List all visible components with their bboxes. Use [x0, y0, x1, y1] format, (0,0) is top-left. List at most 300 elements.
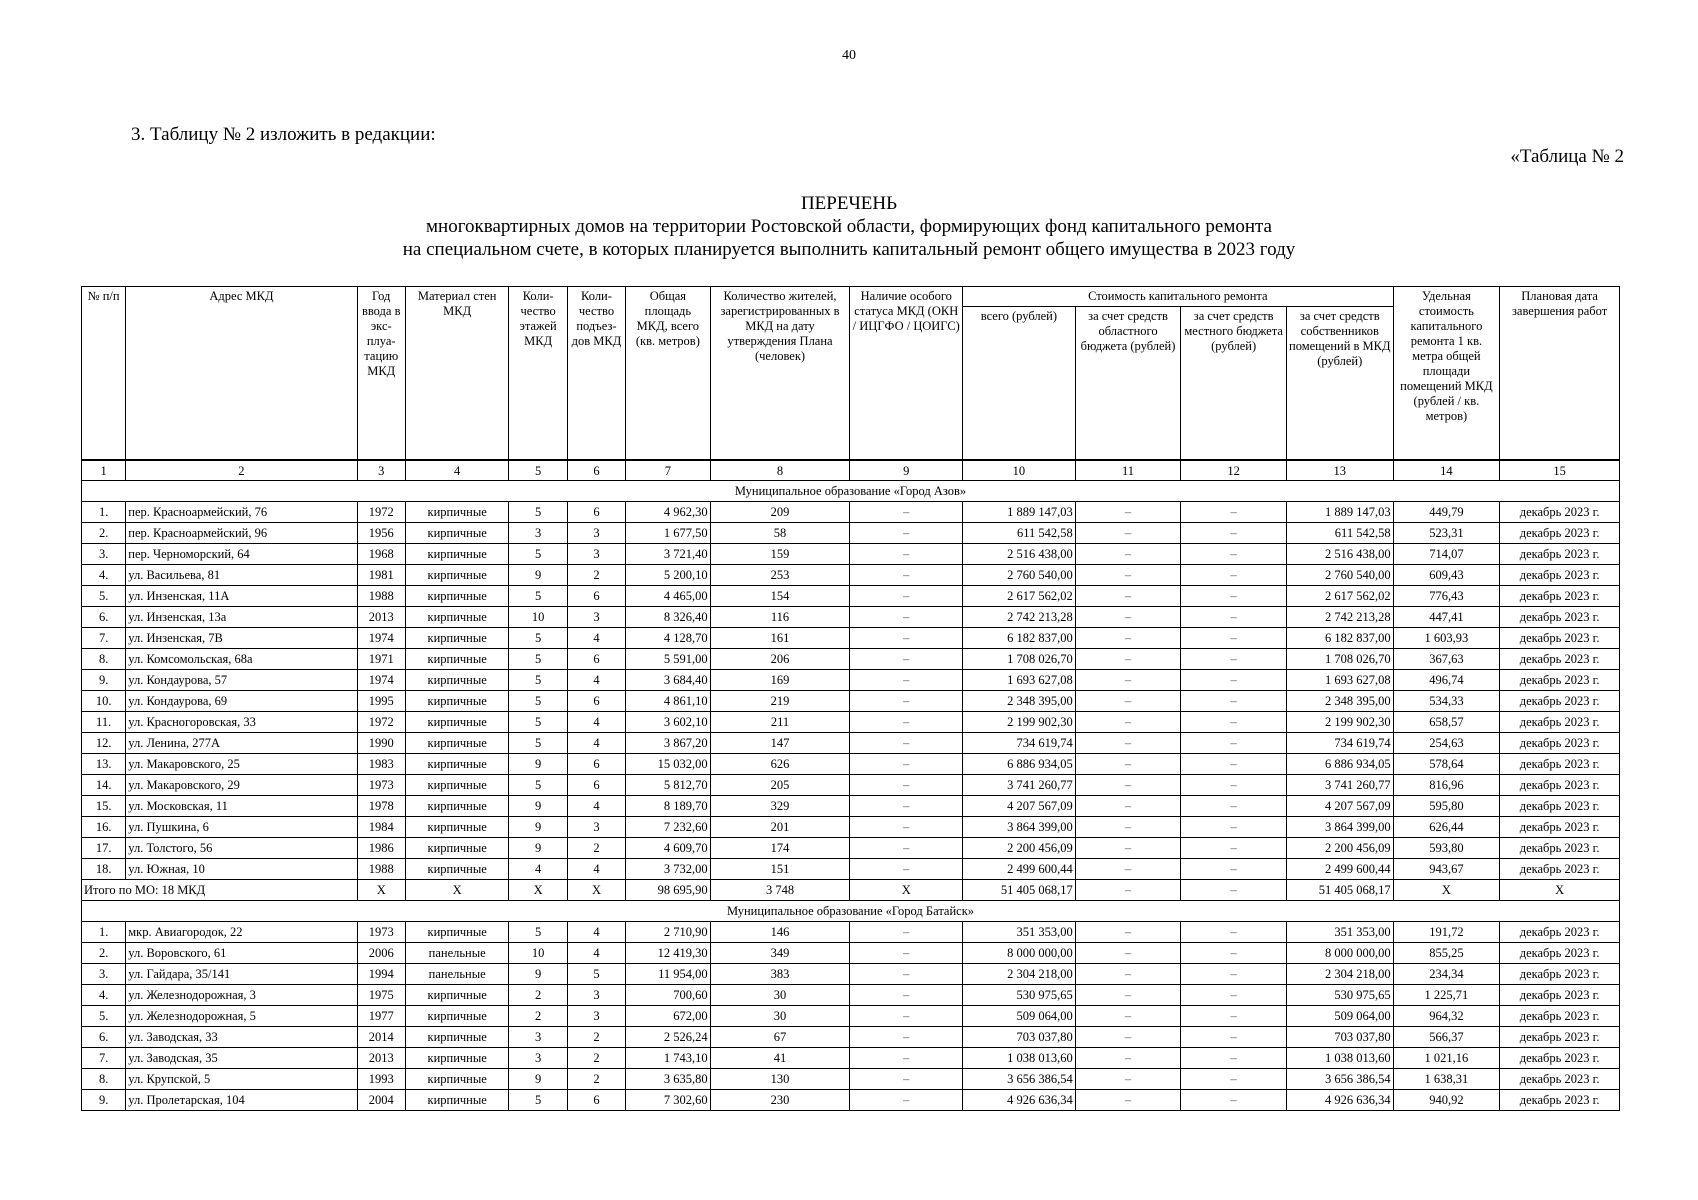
table-cell: ул. Железнодорожная, 5: [126, 1006, 357, 1027]
table-cell: ул. Воровского, 61: [126, 943, 357, 964]
table-cell: 1 693 627,08: [1286, 670, 1393, 691]
table-cell: –: [850, 859, 963, 880]
table-cell: 703 037,80: [1286, 1027, 1393, 1048]
table-cell: 1.: [82, 922, 126, 943]
table-cell: кирпичные: [405, 586, 509, 607]
table-cell: 3 741 260,77: [963, 775, 1076, 796]
table-cell: –: [1075, 964, 1181, 985]
table-cell: 2 348 395,00: [963, 691, 1076, 712]
table-cell: 10.: [82, 691, 126, 712]
table-cell: –: [1181, 838, 1287, 859]
table-cell: 1978: [357, 796, 405, 817]
table-cell: кирпичные: [405, 691, 509, 712]
table-cell: декабрь 2023 г.: [1500, 796, 1620, 817]
table-cell: декабрь 2023 г.: [1500, 544, 1620, 565]
total-cell: 98 695,90: [626, 880, 710, 901]
total-label: Итого по МО: 18 МКД: [82, 880, 358, 901]
table-cell: –: [1181, 628, 1287, 649]
table-cell: –: [850, 733, 963, 754]
document-title: [0, 192, 1698, 261]
table-cell: 523,31: [1393, 523, 1500, 544]
table-cell: декабрь 2023 г.: [1500, 1027, 1620, 1048]
total-cell: Х: [509, 880, 567, 901]
table-cell: 4 128,70: [626, 628, 710, 649]
table-cell: 5: [509, 733, 567, 754]
table-cell: –: [1075, 1090, 1181, 1111]
table-cell: 351 353,00: [1286, 922, 1393, 943]
table-cell: –: [1075, 796, 1181, 817]
table-cell: 9: [509, 964, 567, 985]
table-cell: 8 000 000,00: [1286, 943, 1393, 964]
header-unit-cost: Удельная стоимость капитального ремонта 1 кв. метра общей площади помещений МКД (рублей / кв. метров): [1393, 287, 1500, 461]
table-cell: декабрь 2023 г.: [1500, 628, 1620, 649]
table-cell: 67: [710, 1027, 850, 1048]
column-number: 6: [567, 460, 625, 481]
table-cell: –: [1075, 754, 1181, 775]
table-cell: ул. Макаровского, 29: [126, 775, 357, 796]
table-cell: –: [1181, 817, 1287, 838]
table-cell: 2 742 213,28: [1286, 607, 1393, 628]
table-cell: –: [850, 838, 963, 859]
table-cell: 15.: [82, 796, 126, 817]
table-cell: 5: [509, 670, 567, 691]
table-cell: ул. Инзенская, 7В: [126, 628, 357, 649]
table-cell: кирпичные: [405, 775, 509, 796]
table-cell: кирпичные: [405, 544, 509, 565]
table-cell: 7 302,60: [626, 1090, 710, 1111]
table-cell: декабрь 2023 г.: [1500, 817, 1620, 838]
table-cell: ул. Макаровского, 25: [126, 754, 357, 775]
table-cell: 6: [567, 691, 625, 712]
column-number: 9: [850, 460, 963, 481]
table-cell: 5: [509, 544, 567, 565]
table-cell: –: [850, 1027, 963, 1048]
table-cell: ул. Красногоровская, 33: [126, 712, 357, 733]
table-cell: 230: [710, 1090, 850, 1111]
table-cell: 5 591,00: [626, 649, 710, 670]
header-residents: Количество жителей, зарегистрированных в МКД на дату утверждения Плана (человек): [710, 287, 850, 461]
table-cell: ул. Железнодорожная, 3: [126, 985, 357, 1006]
table-cell: –: [1075, 1048, 1181, 1069]
table-cell: 5: [509, 649, 567, 670]
table-cell: 534,33: [1393, 691, 1500, 712]
table-cell: 329: [710, 796, 850, 817]
table-cell: 2.: [82, 943, 126, 964]
table-cell: 367,63: [1393, 649, 1500, 670]
table-cell: ул. Московская, 11: [126, 796, 357, 817]
table-cell: 351 353,00: [963, 922, 1076, 943]
table-cell: –: [850, 817, 963, 838]
table-cell: 30: [710, 985, 850, 1006]
table-cell: 5: [509, 922, 567, 943]
table-cell: кирпичные: [405, 1027, 509, 1048]
table-cell: пер. Черноморский, 64: [126, 544, 357, 565]
table-cell: 1977: [357, 1006, 405, 1027]
table-cell: кирпичные: [405, 565, 509, 586]
table-cell: 4: [567, 733, 625, 754]
table-cell: –: [850, 985, 963, 1006]
table-cell: ул. Заводская, 33: [126, 1027, 357, 1048]
table-cell: –: [850, 670, 963, 691]
page-number: 40: [842, 48, 856, 63]
table-cell: 201: [710, 817, 850, 838]
table-cell: –: [850, 1069, 963, 1090]
total-row: [82, 880, 1620, 901]
table-cell: 2: [567, 1048, 625, 1069]
table-cell: –: [1181, 859, 1287, 880]
table-cell: 509 064,00: [963, 1006, 1076, 1027]
table-cell: 254,63: [1393, 733, 1500, 754]
column-number: 11: [1075, 460, 1181, 481]
table-cell: ул. Толстого, 56: [126, 838, 357, 859]
table-row: [82, 670, 1620, 691]
table-cell: 449,79: [1393, 502, 1500, 523]
table-cell: 3: [567, 523, 625, 544]
table-cell: –: [1075, 565, 1181, 586]
table-cell: 3 721,40: [626, 544, 710, 565]
table-cell: 626: [710, 754, 850, 775]
table-cell: 130: [710, 1069, 850, 1090]
table-cell: 496,74: [1393, 670, 1500, 691]
table-cell: 4 861,10: [626, 691, 710, 712]
table-cell: декабрь 2023 г.: [1500, 607, 1620, 628]
table-cell: 2: [567, 838, 625, 859]
table-cell: –: [1075, 733, 1181, 754]
table-cell: 4: [567, 859, 625, 880]
table-cell: декабрь 2023 г.: [1500, 586, 1620, 607]
table-cell: кирпичные: [405, 670, 509, 691]
table-row: [82, 628, 1620, 649]
table-cell: –: [1181, 586, 1287, 607]
table-cell: –: [1075, 607, 1181, 628]
table-cell: 6: [567, 775, 625, 796]
header-entrances: Коли-чество подъез-дов МКД: [567, 287, 625, 461]
table-cell: –: [1075, 523, 1181, 544]
table-cell: 1984: [357, 817, 405, 838]
header-material: Материал стен МКД: [405, 287, 509, 461]
table-cell: 9: [509, 754, 567, 775]
table-cell: 2 200 456,09: [1286, 838, 1393, 859]
table-cell: 530 975,65: [963, 985, 1076, 1006]
table-cell: 151: [710, 859, 850, 880]
table-cell: 964,32: [1393, 1006, 1500, 1027]
table-cell: 349: [710, 943, 850, 964]
table-cell: декабрь 2023 г.: [1500, 523, 1620, 544]
table-cell: 1974: [357, 670, 405, 691]
table-row: [82, 922, 1620, 943]
column-number: 2: [126, 460, 357, 481]
table-cell: 734 619,74: [963, 733, 1076, 754]
table-cell: 5: [567, 964, 625, 985]
table-cell: 8 000 000,00: [963, 943, 1076, 964]
table-cell: 700,60: [626, 985, 710, 1006]
table-reference: «Таблица № 2: [1510, 146, 1624, 167]
table-cell: декабрь 2023 г.: [1500, 1006, 1620, 1027]
table-cell: 17.: [82, 838, 126, 859]
table-row: [82, 943, 1620, 964]
table-cell: 1 677,50: [626, 523, 710, 544]
table-cell: ул. Ленина, 277А: [126, 733, 357, 754]
header-floors: Коли-чество этажей МКД: [509, 287, 567, 461]
column-number: 5: [509, 460, 567, 481]
table-cell: 626,44: [1393, 817, 1500, 838]
table-cell: 672,00: [626, 1006, 710, 1027]
table-cell: 253: [710, 565, 850, 586]
table-cell: –: [1181, 691, 1287, 712]
table-cell: 5: [509, 712, 567, 733]
table-cell: 10: [509, 943, 567, 964]
header-address: Адрес МКД: [126, 287, 357, 461]
table-cell: –: [1181, 1006, 1287, 1027]
table-cell: –: [1181, 1048, 1287, 1069]
table-cell: 169: [710, 670, 850, 691]
table-row: [82, 565, 1620, 586]
table-row: [82, 775, 1620, 796]
table-cell: –: [1075, 922, 1181, 943]
title-line-3: на специальном счете, в которых планируется выполнить капитальный ремонт общего имущества в 2023 году: [402, 239, 1296, 260]
title-line-2: многоквартирных домов на территории Ростовской области, формирующих фонд капитального ремонта: [426, 216, 1272, 237]
table-cell: 4 926 636,34: [963, 1090, 1076, 1111]
table-cell: 943,67: [1393, 859, 1500, 880]
table-cell: 146: [710, 922, 850, 943]
table-cell: 1972: [357, 712, 405, 733]
header-area: Общая площадь МКД, всего (кв. метров): [626, 287, 710, 461]
table-row: [82, 838, 1620, 859]
table-cell: –: [1075, 775, 1181, 796]
table-row: [82, 712, 1620, 733]
table-cell: 658,57: [1393, 712, 1500, 733]
houses-table: [81, 286, 1620, 1111]
column-number: 10: [963, 460, 1076, 481]
table-cell: –: [850, 565, 963, 586]
section-header-row: [82, 481, 1620, 502]
table-cell: 209: [710, 502, 850, 523]
table-cell: ул. Пушкина, 6: [126, 817, 357, 838]
table-cell: 3 635,80: [626, 1069, 710, 1090]
section-title: Муниципальное образование «Город Азов»: [82, 481, 1620, 502]
table-cell: 3: [567, 544, 625, 565]
table-cell: 3 867,20: [626, 733, 710, 754]
table-cell: 595,80: [1393, 796, 1500, 817]
table-cell: –: [850, 691, 963, 712]
table-cell: 1988: [357, 859, 405, 880]
table-cell: –: [850, 586, 963, 607]
table-cell: 11 954,00: [626, 964, 710, 985]
table-cell: 5.: [82, 586, 126, 607]
table-cell: 1956: [357, 523, 405, 544]
table-row: [82, 586, 1620, 607]
table-cell: декабрь 2023 г.: [1500, 649, 1620, 670]
table-cell: –: [1181, 649, 1287, 670]
table-cell: 1 638,31: [1393, 1069, 1500, 1090]
table-cell: 593,80: [1393, 838, 1500, 859]
table-cell: –: [1075, 1027, 1181, 1048]
table-cell: 1 889 147,03: [1286, 502, 1393, 523]
table-cell: 4 465,00: [626, 586, 710, 607]
table-cell: 4: [567, 712, 625, 733]
table-cell: пер. Красноармейский, 96: [126, 523, 357, 544]
table-cell: –: [1075, 670, 1181, 691]
column-number: 8: [710, 460, 850, 481]
table-cell: мкр. Авиагородок, 22: [126, 922, 357, 943]
table-cell: –: [850, 754, 963, 775]
table-cell: 4: [509, 859, 567, 880]
table-cell: ул. Крупской, 5: [126, 1069, 357, 1090]
table-cell: кирпичные: [405, 796, 509, 817]
section-header-row: [82, 901, 1620, 922]
table-cell: –: [1075, 544, 1181, 565]
table-cell: 1993: [357, 1069, 405, 1090]
column-number: 4: [405, 460, 509, 481]
table-cell: декабрь 2023 г.: [1500, 922, 1620, 943]
table-cell: 4.: [82, 985, 126, 1006]
table-cell: панельные: [405, 964, 509, 985]
header-cost-regional: за счет средств областного бюджета (рублей): [1075, 307, 1181, 461]
table-cell: 5: [509, 628, 567, 649]
instruction-text: 3. Таблицу № 2 изложить в редакции:: [131, 124, 436, 145]
table-cell: –: [1075, 985, 1181, 1006]
table-cell: –: [850, 712, 963, 733]
total-cell: Х: [405, 880, 509, 901]
table-cell: 714,07: [1393, 544, 1500, 565]
table-cell: 566,37: [1393, 1027, 1500, 1048]
table-cell: 9: [509, 796, 567, 817]
table-cell: декабрь 2023 г.: [1500, 754, 1620, 775]
table-cell: 2.: [82, 523, 126, 544]
table-cell: ул. Южная, 10: [126, 859, 357, 880]
table-cell: –: [850, 628, 963, 649]
table-cell: 191,72: [1393, 922, 1500, 943]
column-number: 1: [82, 460, 126, 481]
table-cell: декабрь 2023 г.: [1500, 1069, 1620, 1090]
table-cell: ул. Комсомольская, 68а: [126, 649, 357, 670]
table-cell: 13.: [82, 754, 126, 775]
table-cell: 1 743,10: [626, 1048, 710, 1069]
table-cell: 3 732,00: [626, 859, 710, 880]
table-cell: кирпичные: [405, 1090, 509, 1111]
table-cell: декабрь 2023 г.: [1500, 859, 1620, 880]
table-cell: 6 182 837,00: [1286, 628, 1393, 649]
table-cell: 4: [567, 943, 625, 964]
table-cell: –: [1181, 964, 1287, 985]
table-cell: 2: [509, 1006, 567, 1027]
table-cell: 161: [710, 628, 850, 649]
table-cell: кирпичные: [405, 1048, 509, 1069]
table-row: [82, 733, 1620, 754]
table-cell: 6 886 934,05: [963, 754, 1076, 775]
table-cell: 776,43: [1393, 586, 1500, 607]
table-cell: –: [1181, 796, 1287, 817]
column-number: 7: [626, 460, 710, 481]
table-cell: 1974: [357, 628, 405, 649]
table-cell: 1972: [357, 502, 405, 523]
total-cell: Х: [1393, 880, 1500, 901]
table-row: [82, 796, 1620, 817]
table-cell: 2 499 600,44: [963, 859, 1076, 880]
table-cell: кирпичные: [405, 985, 509, 1006]
table-cell: –: [1181, 607, 1287, 628]
table-cell: 530 975,65: [1286, 985, 1393, 1006]
header-year: Год ввода в экс-плуа-тацию МКД: [357, 287, 405, 461]
table-cell: 2004: [357, 1090, 405, 1111]
table-cell: 4: [567, 670, 625, 691]
table-cell: 18.: [82, 859, 126, 880]
table-cell: 1988: [357, 586, 405, 607]
table-cell: ул. Васильева, 81: [126, 565, 357, 586]
table-cell: декабрь 2023 г.: [1500, 985, 1620, 1006]
table-row: [82, 691, 1620, 712]
table-cell: 3 741 260,77: [1286, 775, 1393, 796]
table-cell: –: [850, 775, 963, 796]
table-row: [82, 502, 1620, 523]
table-cell: 3 864 399,00: [1286, 817, 1393, 838]
table-cell: –: [850, 649, 963, 670]
table-row: [82, 1069, 1620, 1090]
table-row: [82, 1048, 1620, 1069]
table-cell: 12 419,30: [626, 943, 710, 964]
header-cost-local: за счет средств местного бюджета (рублей): [1181, 307, 1287, 461]
table-cell: –: [1075, 691, 1181, 712]
table-cell: 116: [710, 607, 850, 628]
table-cell: 7 232,60: [626, 817, 710, 838]
table-cell: 7.: [82, 1048, 126, 1069]
table-cell: 609,43: [1393, 565, 1500, 586]
table-cell: –: [1075, 943, 1181, 964]
table-cell: 41: [710, 1048, 850, 1069]
table-cell: 611 542,58: [963, 523, 1076, 544]
table-cell: 2 199 902,30: [963, 712, 1076, 733]
table-cell: 147: [710, 733, 850, 754]
table-cell: 1 603,93: [1393, 628, 1500, 649]
table-cell: кирпичные: [405, 1069, 509, 1090]
table-cell: декабрь 2023 г.: [1500, 712, 1620, 733]
table-cell: декабрь 2023 г.: [1500, 943, 1620, 964]
table-cell: панельные: [405, 943, 509, 964]
table-cell: 509 064,00: [1286, 1006, 1393, 1027]
total-cell: Х: [850, 880, 963, 901]
table-cell: 2 710,90: [626, 922, 710, 943]
table-cell: 159: [710, 544, 850, 565]
table-cell: декабрь 2023 г.: [1500, 838, 1620, 859]
table-cell: 383: [710, 964, 850, 985]
header-num: № п/п: [82, 287, 126, 461]
table-cell: –: [1075, 586, 1181, 607]
table-cell: 1983: [357, 754, 405, 775]
table-cell: 4 962,30: [626, 502, 710, 523]
table-cell: кирпичные: [405, 712, 509, 733]
table-cell: 2: [567, 1069, 625, 1090]
table-cell: 3: [567, 1006, 625, 1027]
column-number: 3: [357, 460, 405, 481]
table-cell: кирпичные: [405, 817, 509, 838]
table-row: [82, 1006, 1620, 1027]
table-cell: ул. Инзенская, 11А: [126, 586, 357, 607]
table-cell: кирпичные: [405, 754, 509, 775]
table-cell: 5.: [82, 1006, 126, 1027]
table-cell: 16.: [82, 817, 126, 838]
section-title: Муниципальное образование «Город Батайск»: [82, 901, 1620, 922]
table-cell: 2 199 902,30: [1286, 712, 1393, 733]
table-cell: 1994: [357, 964, 405, 985]
table-cell: 2 516 438,00: [963, 544, 1076, 565]
column-numbers-row: [82, 460, 1620, 481]
table-cell: декабрь 2023 г.: [1500, 502, 1620, 523]
table-cell: –: [1075, 1006, 1181, 1027]
table-cell: 2 200 456,09: [963, 838, 1076, 859]
table-cell: 2 760 540,00: [963, 565, 1076, 586]
table-cell: 3 684,40: [626, 670, 710, 691]
table-cell: 5 200,10: [626, 565, 710, 586]
